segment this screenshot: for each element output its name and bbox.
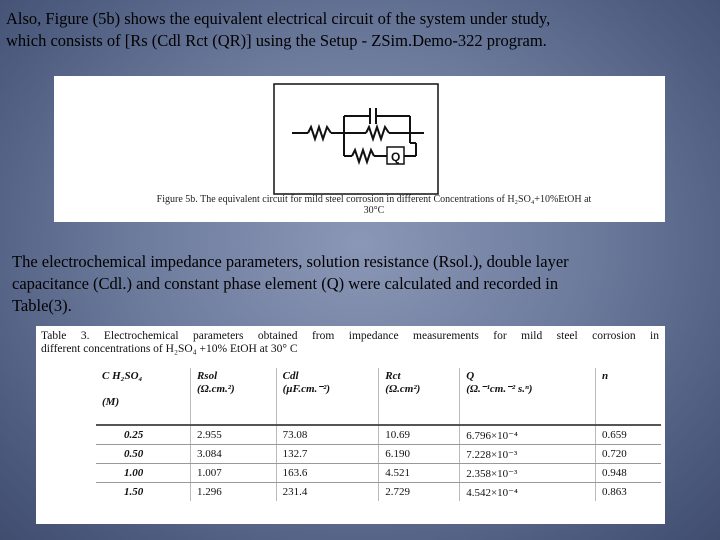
table-cell: 10.69 (379, 425, 460, 445)
table-header-row (96, 368, 661, 425)
header-rsol: Rsol (Ω.cm.²) (190, 368, 276, 425)
table-cell: 231.4 (276, 483, 379, 502)
table-cell: 0.25 (96, 425, 190, 445)
table-cell: 4.542×10⁻⁴ (460, 483, 596, 502)
table-title-line-1: Table 3. Electrochemical parameters obtained from impedance measurements for mild steel corrosion in (41, 330, 659, 342)
table-cell: 1.50 (96, 483, 190, 502)
figure-caption-line-2: 30°C (363, 205, 385, 216)
second-line-3: Table(3). (12, 296, 72, 315)
table-3-panel (36, 326, 665, 524)
header-n: n (596, 368, 661, 425)
intro-line-1: Also, Figure (5b) shows the equivalent electrical circuit of the system under study, (6, 9, 551, 28)
rct-resistor-symbol (366, 127, 389, 139)
second-line-1: The electrochemical impedance parameters, solution resistance (Rsol.), double layer (12, 252, 569, 271)
intro-paragraph (6, 8, 716, 52)
table-cell: 0.948 (596, 464, 661, 483)
figure-caption-line-1: Figure 5b. The equivalent circuit for mild steel corrosion in different Concentrations of H₂SO₄+10%EtOH at (156, 194, 592, 205)
impedance-parameters-table (96, 368, 661, 501)
figure-5b (54, 76, 665, 222)
table-cell: 0.863 (602, 486, 627, 498)
table-title (41, 330, 659, 356)
header-rct: Rct (Ω.cm²) (379, 368, 460, 425)
intro-line-2: which consists of [Rs (Cdl Rct (QR)] using the Setup - ZSim.Demo-322 program. (6, 31, 547, 50)
table-row (96, 483, 661, 502)
second-line-2: capacitance (Cdl.) and constant phase element (Q) were calculated and recorded in (12, 274, 559, 293)
table-cell: 0.50 (96, 445, 190, 464)
table-cell: 132.7 (276, 445, 379, 464)
table-cell: 1.007 (190, 464, 276, 483)
table-cell: 6.190 (379, 445, 460, 464)
table-cell: 73.08 (276, 425, 379, 445)
table-cell: 3.084 (190, 445, 276, 464)
table-row (96, 464, 661, 483)
second-paragraph (12, 251, 712, 317)
header-concentration: C H₂SO₄ (M) (96, 368, 190, 425)
table-title-line-2: different concentrations of H₂SO₄ +10% EtOH at 30° C (41, 343, 298, 355)
r-resistor-symbol (352, 150, 374, 162)
table-cell: 1.296 (190, 483, 276, 502)
table-row (96, 445, 661, 464)
header-cdl: Cdl (μF.cm.⁻²) (276, 368, 379, 425)
table-cell: 2.955 (190, 425, 276, 445)
table-cell: 2.729 (379, 483, 460, 502)
table-cell: 0.720 (596, 445, 661, 464)
table-row (96, 425, 661, 445)
table-cell: 2.358×10⁻³ (460, 464, 596, 483)
table-cell: 0.659 (596, 425, 661, 445)
table-cell: 1.00 (96, 464, 190, 483)
rs-resistor-symbol (308, 127, 331, 139)
q-element-label: Q (391, 150, 401, 164)
table-cell: 163.6 (276, 464, 379, 483)
table-cell: 4.521 (379, 464, 460, 483)
table-cell: 7.228×10⁻³ (460, 445, 596, 464)
table-cell: 6.796×10⁻⁴ (460, 425, 596, 445)
figure-caption (84, 194, 664, 216)
circuit-frame (274, 84, 438, 194)
header-q: Q (Ω.⁻¹cm.⁻² s.ⁿ) (460, 368, 596, 425)
